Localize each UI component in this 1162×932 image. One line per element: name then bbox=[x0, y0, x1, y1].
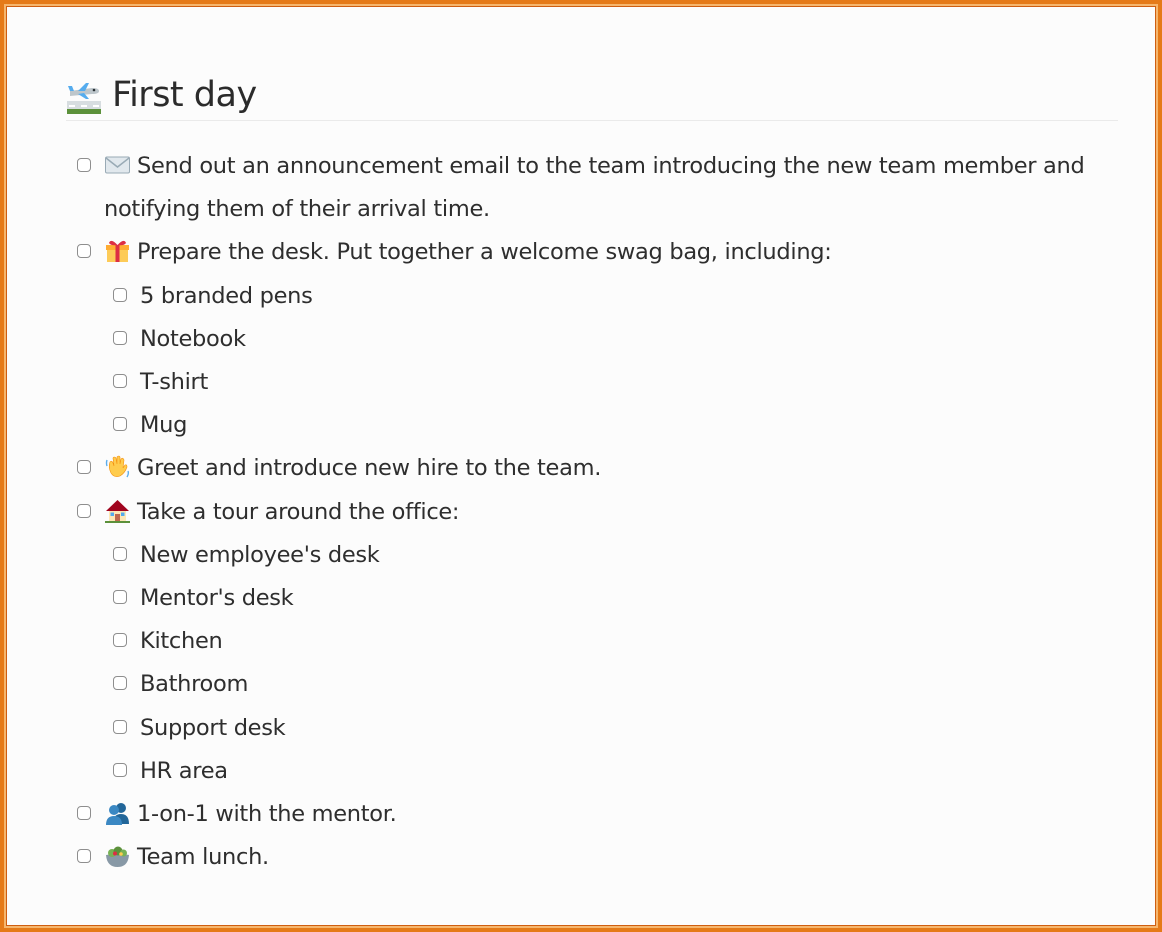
salad-icon bbox=[104, 842, 131, 869]
checklist-item-text: Bathroom bbox=[140, 671, 249, 698]
sub-checklist bbox=[66, 534, 1118, 793]
checklist-item-text: Notebook bbox=[140, 325, 246, 352]
checklist-item-text: T-shirt bbox=[140, 369, 209, 396]
checklist-item bbox=[66, 231, 1118, 447]
checklist-item bbox=[66, 145, 1118, 231]
checklist-item-text: Team lunch. bbox=[137, 844, 269, 871]
checkbox[interactable] bbox=[77, 244, 91, 258]
envelope-icon bbox=[104, 151, 131, 178]
checkbox[interactable] bbox=[113, 676, 127, 690]
checklist-item-text: Kitchen bbox=[140, 628, 223, 655]
sub-checklist-item bbox=[66, 318, 1118, 361]
house-icon bbox=[104, 497, 131, 524]
checklist-item-text: 1-on-1 with the mentor. bbox=[137, 801, 397, 828]
checklist-item-text: Mug bbox=[140, 412, 188, 439]
checkbox[interactable] bbox=[77, 460, 91, 474]
checkbox[interactable] bbox=[77, 158, 91, 172]
checkbox[interactable] bbox=[77, 806, 91, 820]
page-title: First day bbox=[112, 75, 257, 115]
gift-icon bbox=[104, 237, 131, 264]
sub-checklist-item bbox=[66, 534, 1118, 577]
sub-checklist-item bbox=[66, 361, 1118, 404]
checklist-item-text: Take a tour around the office: bbox=[137, 498, 460, 525]
waving-hand-icon bbox=[104, 453, 131, 480]
checklist-item bbox=[66, 491, 1118, 793]
checklist-item-text: Send out an announcement email to the team introducing the new team member and notifying them of their arrival time. bbox=[104, 153, 1085, 223]
sub-checklist-item bbox=[66, 275, 1118, 318]
checklist-item-text: HR area bbox=[140, 757, 228, 784]
checkbox[interactable] bbox=[113, 763, 127, 777]
checkbox[interactable] bbox=[113, 590, 127, 604]
section-heading bbox=[66, 70, 1118, 121]
checkbox[interactable] bbox=[113, 720, 127, 734]
sub-checklist bbox=[66, 275, 1118, 448]
checklist-item-text: 5 branded pens bbox=[140, 282, 313, 309]
checklist-item-text: Support desk bbox=[140, 714, 286, 741]
checkbox[interactable] bbox=[113, 374, 127, 388]
checkbox[interactable] bbox=[77, 504, 91, 518]
checkbox[interactable] bbox=[77, 849, 91, 863]
checkbox[interactable] bbox=[113, 633, 127, 647]
checklist-item-text: Greet and introduce new hire to the team. bbox=[137, 455, 602, 482]
people-icon bbox=[104, 799, 131, 826]
checkbox[interactable] bbox=[113, 288, 127, 302]
airplane-landing-icon bbox=[66, 79, 102, 115]
sub-checklist-item bbox=[66, 750, 1118, 793]
checklist-item bbox=[66, 447, 1118, 490]
sub-checklist-item bbox=[66, 707, 1118, 750]
document-content bbox=[66, 70, 1118, 879]
sub-checklist-item bbox=[66, 663, 1118, 706]
checklist-item-text: New employee's desk bbox=[140, 541, 380, 568]
checklist-item-text: Prepare the desk. Put together a welcome swag bag, including: bbox=[137, 239, 832, 266]
checkbox[interactable] bbox=[113, 331, 127, 345]
checkbox[interactable] bbox=[113, 417, 127, 431]
checklist-item bbox=[66, 836, 1118, 879]
sub-checklist-item bbox=[66, 620, 1118, 663]
checkbox[interactable] bbox=[113, 547, 127, 561]
sub-checklist-item bbox=[66, 577, 1118, 620]
checklist-item bbox=[66, 793, 1118, 836]
checklist-item-text: Mentor's desk bbox=[140, 585, 294, 612]
sub-checklist-item bbox=[66, 404, 1118, 447]
checklist bbox=[66, 145, 1118, 879]
